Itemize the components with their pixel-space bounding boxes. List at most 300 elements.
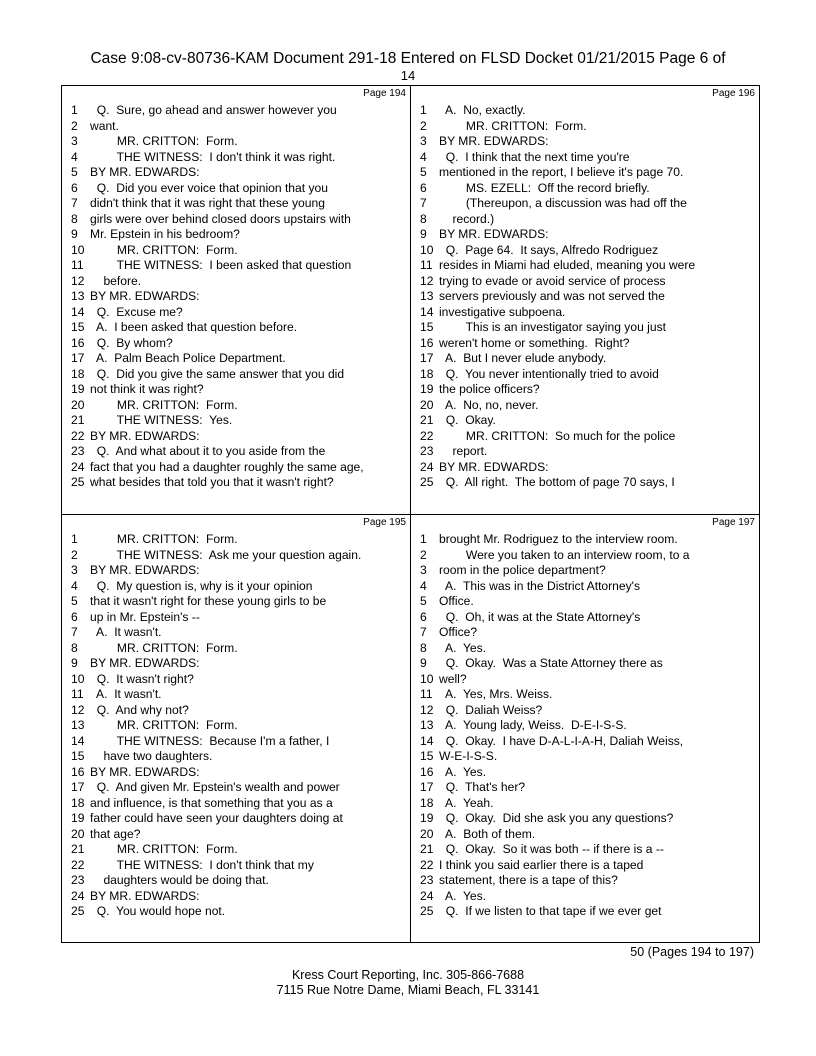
line-number: 2 (420, 547, 427, 562)
line-number: 25 (71, 475, 85, 489)
line-text: A. But I never elude anybody. (439, 351, 607, 365)
line-number: 15 (71, 320, 85, 334)
line-text: MR. CRITTON: Form. (90, 532, 238, 546)
transcript-line (62, 889, 410, 905)
case-caption-page-total: 14 (400, 68, 416, 83)
line-text: investigative subpoena. (439, 304, 566, 319)
transcript-line (62, 579, 410, 595)
line-text: Q. Okay. Was a State Attorney there as (439, 656, 663, 670)
line-text: Office? (439, 625, 478, 639)
line-number: 6 (420, 180, 427, 195)
line-number: 11 (420, 687, 433, 701)
line-number: 14 (420, 733, 434, 748)
transcript-line (62, 811, 410, 827)
transcript-line (411, 212, 759, 228)
line-number: 13 (71, 718, 85, 732)
line-number: 8 (71, 211, 78, 226)
line-text: BY MR. EDWARDS: (90, 656, 200, 670)
line-text: (Thereupon, a discussion was had off the (439, 196, 687, 210)
line-text: didn't think that it was right that these young (90, 196, 325, 210)
line-text: not think it was right? (90, 382, 204, 396)
line-text: fact that you had a daughter roughly the same age, (90, 459, 364, 474)
transcript-line (62, 134, 410, 150)
transcript-line (62, 119, 410, 135)
line-number: 10 (71, 242, 85, 257)
transcript-line (62, 475, 410, 491)
line-number: 5 (420, 165, 427, 179)
transcript-line (62, 305, 410, 321)
line-text: Mr. Epstein in his bedroom? (90, 227, 240, 241)
line-number: 22 (71, 428, 85, 443)
line-text: THE WITNESS: I been asked that question (90, 258, 352, 272)
line-number: 24 (420, 888, 434, 903)
document-header (0, 50, 816, 83)
line-text: daughters would be doing that. (90, 873, 269, 887)
line-number: 12 (420, 702, 434, 717)
line-number: 10 (420, 671, 434, 686)
transcript-line (411, 444, 759, 460)
transcript-line (62, 734, 410, 750)
transcript-line (62, 243, 410, 259)
line-number: 2 (71, 547, 78, 562)
page-number-label: Page 194 (363, 88, 406, 99)
line-text: want. (90, 118, 119, 133)
line-number: 11 (71, 258, 84, 272)
transcript-line (62, 181, 410, 197)
line-text: Q. You never intentionally tried to avoid (439, 366, 659, 381)
line-number: 18 (71, 795, 85, 810)
line-text: record.) (439, 211, 495, 226)
transcript-line (411, 305, 759, 321)
transcript-line (411, 429, 759, 445)
line-text: MR. CRITTON: Form. (90, 842, 238, 856)
transcript-line (62, 320, 410, 336)
transcript-line (62, 351, 410, 367)
transcript-line (411, 858, 759, 874)
transcript-line (411, 734, 759, 750)
transcript-line (62, 904, 410, 920)
line-text: well? (439, 671, 467, 686)
transcript-line (411, 765, 759, 781)
transcript-line (411, 749, 759, 765)
transcript-line (411, 718, 759, 734)
transcript-line (62, 460, 410, 476)
transcript-line (411, 413, 759, 429)
line-text: Q. Sure, go ahead and answer however you (90, 103, 337, 117)
line-number: 17 (420, 780, 434, 794)
line-list (411, 103, 759, 491)
transcript-line (411, 119, 759, 135)
transcript-line (62, 687, 410, 703)
transcript-line (62, 610, 410, 626)
line-text: A. Yes. (439, 764, 487, 779)
line-number: 17 (71, 351, 85, 365)
line-number: 15 (71, 749, 85, 763)
transcript-line (411, 181, 759, 197)
transcript-line (411, 227, 759, 243)
transcript-line (62, 625, 410, 641)
reporter-address: 7115 Rue Notre Dame, Miami Beach, FL 33141 (276, 983, 540, 997)
line-text: THE WITNESS: I don't think that my (90, 857, 314, 872)
line-text: BY MR. EDWARDS: (90, 428, 200, 443)
line-text: Q. Page 64. It says, Alfredo Rodriguez (439, 242, 659, 257)
line-number: 9 (71, 656, 78, 670)
line-number: 25 (71, 904, 85, 918)
line-text: A. No, no, never. (439, 397, 539, 412)
transcript-line (62, 718, 410, 734)
line-number: 18 (420, 366, 434, 381)
line-text: A. Yes, Mrs. Weiss. (439, 687, 553, 701)
line-number: 22 (420, 428, 434, 443)
line-number: 7 (71, 196, 78, 210)
transcript-line (62, 150, 410, 166)
line-text: that age? (90, 826, 141, 841)
line-number: 3 (71, 134, 78, 148)
line-number: 20 (420, 826, 434, 841)
line-number: 6 (71, 180, 78, 195)
transcript-line (411, 889, 759, 905)
line-number: 16 (420, 335, 434, 350)
transcript-line (62, 796, 410, 812)
transcript-line (62, 227, 410, 243)
transcript-line (411, 687, 759, 703)
line-number: 21 (420, 842, 434, 856)
line-text: Q. It wasn't right? (90, 671, 194, 686)
line-text: MR. CRITTON: Form. (439, 118, 587, 133)
transcript-line (411, 548, 759, 564)
line-text: Q. And why not? (90, 702, 189, 717)
line-number: 3 (420, 134, 427, 148)
line-number: 5 (71, 594, 78, 608)
line-text: statement, there is a tape of this? (439, 873, 618, 887)
line-text: Q. If we listen to that tape if we ever get (439, 904, 662, 918)
line-number: 5 (71, 165, 78, 179)
line-number: 8 (420, 640, 427, 655)
transcript-line (411, 336, 759, 352)
transcript-line (62, 532, 410, 548)
transcript-line (62, 656, 410, 672)
transcript-line (411, 532, 759, 548)
line-number: 12 (71, 273, 85, 288)
line-number: 18 (420, 795, 434, 810)
line-number: 13 (71, 289, 85, 303)
line-text: I think you said earlier there is a taped (439, 857, 644, 872)
transcript-line (411, 827, 759, 843)
transcript-line (62, 212, 410, 228)
line-text: A. Young lady, Weiss. D-E-I-S-S. (439, 718, 627, 732)
line-text: report. (439, 444, 488, 458)
line-text: A. It wasn't. (90, 625, 162, 639)
transcript-line (411, 796, 759, 812)
line-text: Q. Okay. Did she ask you any questions? (439, 811, 674, 825)
line-text: THE WITNESS: Yes. (90, 413, 233, 427)
transcript-line (62, 336, 410, 352)
line-number: 4 (420, 578, 427, 593)
transcript-line (411, 165, 759, 181)
line-text: This is an investigator saying you just (439, 320, 666, 334)
line-text: weren't home or something. Right? (439, 335, 630, 350)
line-number: 17 (420, 351, 434, 365)
page-number-label: Page 195 (363, 517, 406, 528)
line-number: 19 (420, 382, 434, 396)
line-list (411, 532, 759, 920)
transcript-line (62, 641, 410, 657)
transcript-line (411, 320, 759, 336)
line-text: mentioned in the report, I believe it's page 70. (439, 165, 684, 179)
line-number: 9 (420, 656, 427, 670)
line-text: MR. CRITTON: So much for the police (439, 428, 676, 443)
line-number: 1 (420, 532, 427, 546)
line-text: father could have seen your daughters doing at (90, 811, 343, 825)
line-text: A. Both of them. (439, 826, 536, 841)
case-caption: Case 9:08-cv-80736-KAM Document 291-18 Entered on FLSD Docket 01/21/2015 Page 6 of (90, 50, 726, 67)
line-number: 13 (420, 718, 434, 732)
line-text: Q. My question is, why is it your opinion (90, 578, 313, 593)
transcript-line (62, 703, 410, 719)
transcript-line (62, 274, 410, 290)
transcript-line (411, 243, 759, 259)
transcript-line (411, 811, 759, 827)
line-text: room in the police department? (439, 563, 606, 577)
line-number: 25 (420, 475, 434, 489)
line-number: 10 (71, 671, 85, 686)
line-text: servers previously and was not served the (439, 289, 665, 303)
line-text: MR. CRITTON: Form. (90, 134, 238, 148)
line-text: what besides that told you that it wasn't right? (90, 475, 334, 489)
line-number: 25 (420, 904, 434, 918)
line-number: 21 (71, 842, 85, 856)
line-number: 20 (71, 826, 85, 841)
transcript-line (62, 289, 410, 305)
line-text: up in Mr. Epstein's -- (90, 609, 200, 624)
line-text: A. Yeah. (439, 795, 494, 810)
transcript-line (62, 398, 410, 414)
transcript-line (411, 460, 759, 476)
line-text: and influence, is that something that you as a (90, 795, 333, 810)
transcript-line (62, 858, 410, 874)
line-number: 4 (71, 578, 78, 593)
line-text: before. (90, 273, 142, 288)
line-number: 23 (71, 444, 85, 458)
transcript-line (62, 548, 410, 564)
line-text: Q. Oh, it was at the State Attorney's (439, 609, 641, 624)
line-text: Q. Excuse me? (90, 304, 183, 319)
line-number: 8 (420, 211, 427, 226)
line-number: 18 (71, 366, 85, 381)
line-number: 6 (71, 609, 78, 624)
line-text: Q. Did you give the same answer that you did (90, 366, 345, 381)
transcript-line (62, 165, 410, 181)
line-text: Q. I think that the next time you're (439, 149, 630, 164)
transcript-page-197 (411, 515, 759, 943)
line-text: the police officers? (439, 382, 540, 396)
line-text: BY MR. EDWARDS: (439, 227, 549, 241)
line-text: Q. Okay. So it was both -- if there is a -- (439, 842, 664, 856)
transcript-line (411, 625, 759, 641)
line-number: 15 (420, 749, 434, 763)
transcript-line (411, 351, 759, 367)
line-text: BY MR. EDWARDS: (90, 764, 200, 779)
line-number: 19 (71, 382, 85, 396)
line-text: MR. CRITTON: Form. (90, 242, 238, 257)
transcript-line (62, 594, 410, 610)
transcript-line (62, 765, 410, 781)
line-text: MR. CRITTON: Form. (90, 397, 238, 412)
line-number: 12 (420, 273, 434, 288)
line-text: Office. (439, 594, 474, 608)
transcript-line (411, 382, 759, 398)
transcript-line (62, 258, 410, 274)
transcript-line (62, 444, 410, 460)
line-number: 24 (71, 888, 85, 903)
line-number: 20 (71, 397, 85, 412)
line-number: 9 (420, 227, 427, 241)
line-number: 22 (71, 857, 85, 872)
transcript-line (411, 367, 759, 383)
line-number: 11 (420, 258, 433, 272)
line-number: 17 (71, 780, 85, 794)
line-text: Q. Okay. (439, 413, 496, 427)
transcript-line (411, 610, 759, 626)
line-number: 22 (420, 857, 434, 872)
line-text: BY MR. EDWARDS: (90, 888, 200, 903)
transcript-line (62, 103, 410, 119)
line-number: 4 (71, 149, 78, 164)
transcript-line (411, 563, 759, 579)
line-text: A. Yes. (439, 640, 487, 655)
line-number: 2 (420, 118, 427, 133)
transcript-line (62, 382, 410, 398)
line-text: Q. That's her? (439, 780, 526, 794)
transcript-line (411, 398, 759, 414)
line-number: 19 (71, 811, 85, 825)
line-text: girls were over behind closed doors upstairs with (90, 211, 351, 226)
line-number: 21 (71, 413, 85, 427)
line-text: Q. All right. The bottom of page 70 says, I (439, 475, 675, 489)
page-number-label: Page 196 (712, 88, 755, 99)
line-number: 14 (420, 304, 434, 319)
line-text: BY MR. EDWARDS: (90, 165, 200, 179)
transcript-line (62, 563, 410, 579)
transcript-line (411, 672, 759, 688)
line-number: 16 (420, 764, 434, 779)
line-number: 7 (420, 196, 427, 210)
transcript-line (411, 904, 759, 920)
line-text: THE WITNESS: I don't think it was right. (90, 149, 336, 164)
line-number: 24 (71, 459, 85, 474)
transcript-line (411, 274, 759, 290)
line-number: 5 (420, 594, 427, 608)
transcript-line (411, 656, 759, 672)
line-text: BY MR. EDWARDS: (90, 289, 200, 303)
line-number: 12 (71, 702, 85, 717)
line-text: Q. And what about it to you aside from the (90, 444, 326, 458)
transcript-grid (61, 85, 760, 943)
line-text: MR. CRITTON: Form. (90, 640, 238, 655)
line-number: 9 (71, 227, 78, 241)
line-text: Q. And given Mr. Epstein's wealth and power (90, 780, 340, 794)
line-list (62, 103, 410, 491)
page-range-label: 50 (Pages 194 to 197) (630, 945, 754, 959)
transcript-line (411, 150, 759, 166)
line-text: MR. CRITTON: Form. (90, 718, 238, 732)
transcript-line (411, 703, 759, 719)
line-number: 10 (420, 242, 434, 257)
line-text: MS. EZELL: Off the record briefly. (439, 180, 650, 195)
transcript-line (411, 780, 759, 796)
transcript-line (411, 475, 759, 491)
line-number: 11 (71, 687, 84, 701)
line-text: A. Yes. (439, 888, 487, 903)
line-text: A. This was in the District Attorney's (439, 578, 641, 593)
transcript-line (411, 134, 759, 150)
document-footer (0, 968, 816, 998)
line-text: Q. Okay. I have D-A-L-I-A-H, Daliah Weiss, (439, 733, 684, 748)
line-number: 7 (71, 625, 78, 639)
line-text: THE WITNESS: Ask me your question again. (90, 547, 362, 562)
line-text: BY MR. EDWARDS: (439, 134, 549, 148)
transcript-page-195 (62, 515, 410, 943)
transcript-line (62, 672, 410, 688)
line-number: 7 (420, 625, 427, 639)
line-text: Q. You would hope not. (90, 904, 226, 918)
line-text: Q. Did you ever voice that opinion that you (90, 180, 328, 195)
line-number: 16 (71, 335, 85, 350)
transcript-line (411, 289, 759, 305)
transcript-line (411, 873, 759, 889)
line-text: brought Mr. Rodriguez to the interview room. (439, 532, 678, 546)
transcript-line (62, 367, 410, 383)
line-text: A. I been asked that question before. (90, 320, 298, 334)
line-number: 23 (71, 873, 85, 887)
line-number: 21 (420, 413, 434, 427)
line-number: 1 (71, 103, 78, 117)
line-number: 15 (420, 320, 434, 334)
transcript-line (62, 842, 410, 858)
transcript-line (411, 594, 759, 610)
line-list (62, 532, 410, 920)
line-number: 1 (71, 532, 78, 546)
transcript-line (411, 842, 759, 858)
line-text: that it wasn't right for these young girls to be (90, 594, 327, 608)
line-text: trying to evade or avoid service of process (439, 273, 666, 288)
line-text: have two daughters. (90, 749, 213, 763)
line-text: BY MR. EDWARDS: (439, 459, 549, 474)
transcript-line (62, 413, 410, 429)
line-text: Were you taken to an interview room, to a (439, 547, 690, 562)
line-text: THE WITNESS: Because I'm a father, I (90, 733, 330, 748)
transcript-line (411, 579, 759, 595)
transcript-line (62, 873, 410, 889)
transcript-line (62, 749, 410, 765)
line-number: 1 (420, 103, 427, 117)
transcript-line (411, 196, 759, 212)
line-number: 14 (71, 304, 85, 319)
line-text: Q. By whom? (90, 335, 173, 350)
line-number: 4 (420, 149, 427, 164)
transcript-line (411, 103, 759, 119)
transcript-line (62, 196, 410, 212)
line-number: 6 (420, 609, 427, 624)
line-number: 24 (420, 459, 434, 474)
transcript-page-194 (62, 86, 410, 514)
line-number: 13 (420, 289, 434, 303)
line-number: 23 (420, 444, 434, 458)
line-number: 16 (71, 764, 85, 779)
transcript-line (62, 827, 410, 843)
line-number: 14 (71, 733, 85, 748)
line-text: resides in Miami had eluded, meaning you were (439, 258, 696, 272)
